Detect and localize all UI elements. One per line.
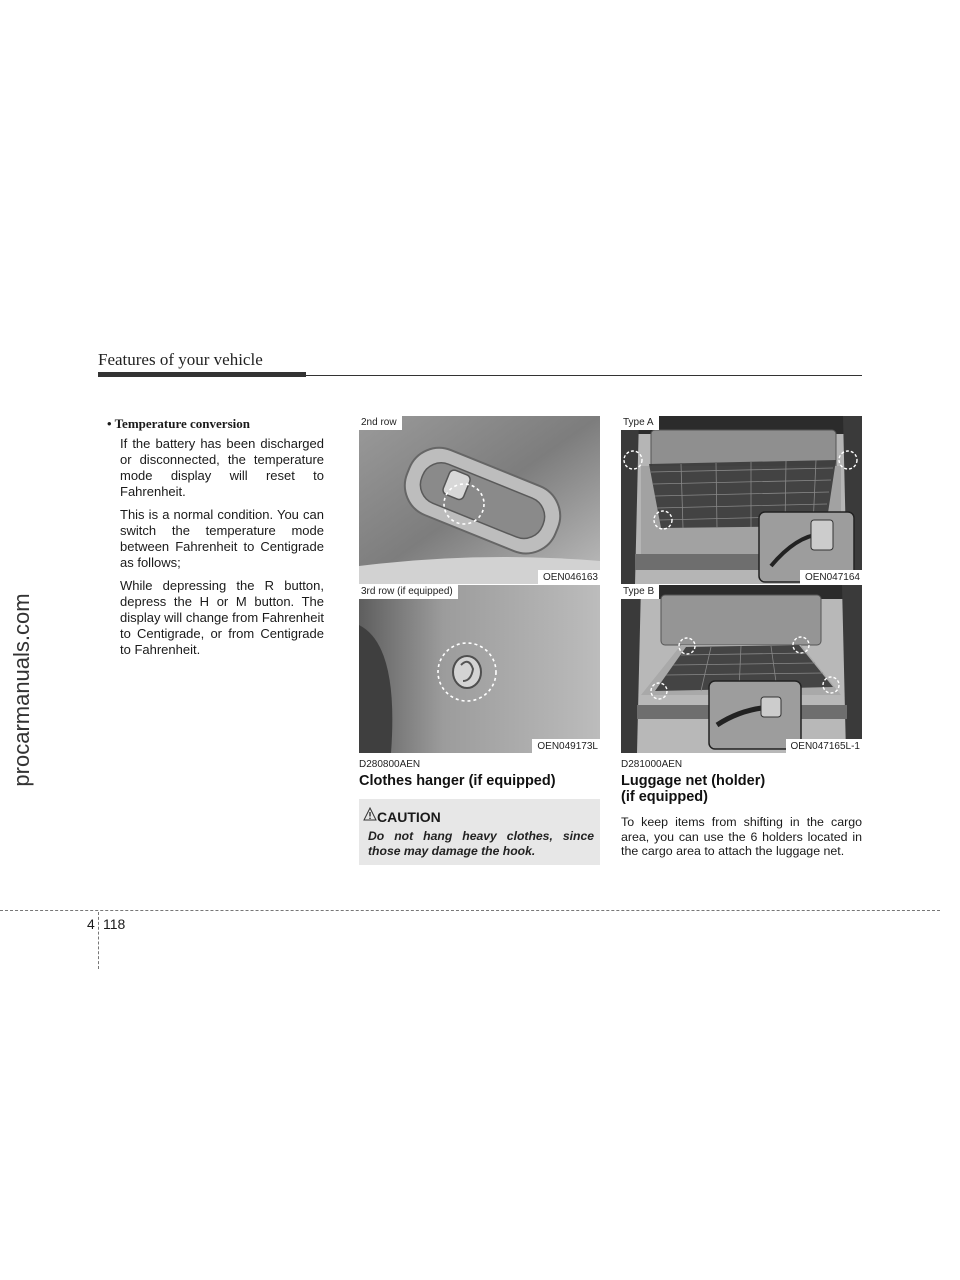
chapter-number: 4 bbox=[87, 916, 95, 932]
caution-text: Do not hang heavy clothes, since those may damage the hook. bbox=[368, 829, 594, 858]
hanger-2nd-row-photo bbox=[359, 416, 600, 584]
caution-title: CAUTION bbox=[377, 809, 441, 825]
luggage-net-type-b-photo bbox=[621, 585, 862, 753]
footer-rule bbox=[0, 910, 940, 911]
luggage-net-title-line-1: Luggage net (holder) bbox=[621, 773, 766, 789]
luggage-net-type-a-photo bbox=[621, 416, 862, 584]
side-watermark bbox=[2, 560, 42, 820]
net-type-b-label: Type B bbox=[621, 585, 659, 599]
clothes-hanger-title: Clothes hanger (if equipped) bbox=[359, 773, 556, 789]
hanger-2nd-row-code: OEN046163 bbox=[538, 570, 600, 584]
luggage-net-code: D281000AEN bbox=[621, 759, 683, 770]
temperature-conversion-section bbox=[107, 416, 324, 665]
hanger-3rd-row-photo bbox=[359, 585, 600, 753]
temperature-paragraph-1: If the battery has been discharged or disconnected, the temperature mode display will reset to Fahrenheit. bbox=[120, 436, 324, 499]
temperature-conversion-title: • Temperature conversion bbox=[107, 416, 250, 431]
header-rule-thin bbox=[306, 375, 862, 376]
watermark-text: procarmanuals.com bbox=[9, 593, 34, 787]
net-type-a-label: Type A bbox=[621, 416, 659, 430]
warning-triangle-icon bbox=[363, 807, 377, 821]
luggage-net-title bbox=[621, 773, 765, 805]
clothes-hanger-code: D280800AEN bbox=[359, 759, 421, 770]
net-type-b-code: OEN047165L-1 bbox=[786, 739, 863, 753]
page-header-title: Features of your vehicle bbox=[98, 350, 263, 369]
header-rule-thick bbox=[98, 372, 306, 377]
hanger-2nd-row-label: 2nd row bbox=[359, 416, 402, 430]
net-type-a-code: OEN047164 bbox=[800, 570, 862, 584]
caution-box bbox=[359, 799, 600, 865]
temperature-paragraph-2: This is a normal condition. You can switch the temperature mode between Fahrenheit to Centigrade as follows; bbox=[120, 507, 324, 570]
luggage-net-text: To keep items from shifting in the cargo area, you can use the 6 holders located in the cargo area to attach the luggage net. bbox=[621, 815, 862, 858]
luggage-net-title-line-2: (if equipped) bbox=[621, 789, 708, 805]
page-number: 118 bbox=[103, 916, 126, 932]
temperature-paragraph-3: While depressing the R button, depress the H or M button. The display will change from Fahrenheit to Centigrade, or from Centigrade to Fahrenheit. bbox=[120, 578, 324, 657]
footer-vertical-rule bbox=[98, 912, 99, 969]
hanger-3rd-row-label: 3rd row (if equipped) bbox=[359, 585, 458, 599]
hanger-3rd-row-code: OEN049173L bbox=[532, 739, 600, 753]
